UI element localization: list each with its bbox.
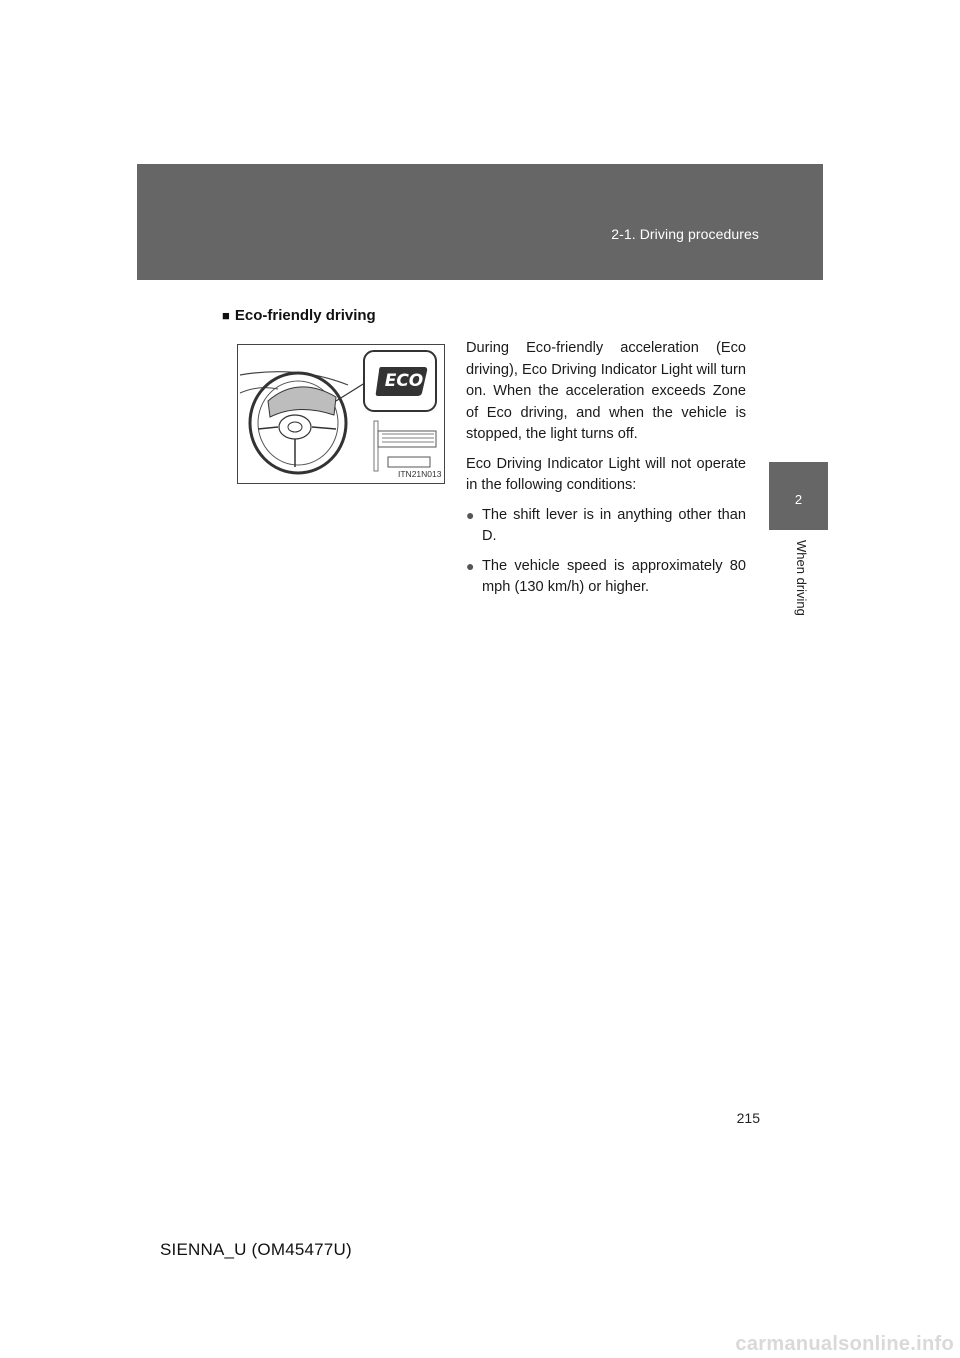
list-item-text: The shift lever is in anything other than D. <box>482 506 746 544</box>
chapter-tab <box>769 462 828 530</box>
paragraph-2: Eco Driving Indicator Light will not operate in the following conditions: <box>466 455 746 493</box>
header-band <box>137 164 823 280</box>
paragraph-1: During Eco-friendly acceleration (Eco driving), Eco Driving Indicator Light will turn on. When the acceleration exceeds Zone of Eco driving, and when the vehicle is stopped, the light turns off. <box>466 340 746 442</box>
list-item-text: The vehicle speed is approximately 80 mph (130 km/h) or higher. <box>482 557 746 595</box>
eco-indicator-text: ECO <box>384 371 424 391</box>
heading-bullet: ■ <box>222 308 230 323</box>
figure-code: ITN21N013 <box>398 469 442 479</box>
chapter-number: 2 <box>794 492 803 507</box>
section-heading <box>222 307 376 324</box>
bullet-dot: ● <box>466 506 475 523</box>
body-text <box>466 338 746 607</box>
section-title: 2-1. Driving procedures <box>611 226 759 242</box>
list-item <box>466 556 746 599</box>
heading-text: Eco-friendly driving <box>234 307 376 324</box>
bullet-dot: ● <box>466 557 475 574</box>
watermark: carmanualsonline.info <box>735 1333 954 1355</box>
chapter-label: When driving <box>794 540 809 616</box>
list-item <box>466 505 746 548</box>
dashboard-drawing <box>238 345 444 483</box>
page-number: 215 <box>736 1110 760 1126</box>
footer-model: SIENNA_U (OM45477U) <box>160 1240 352 1259</box>
dashboard-illustration <box>237 344 445 484</box>
